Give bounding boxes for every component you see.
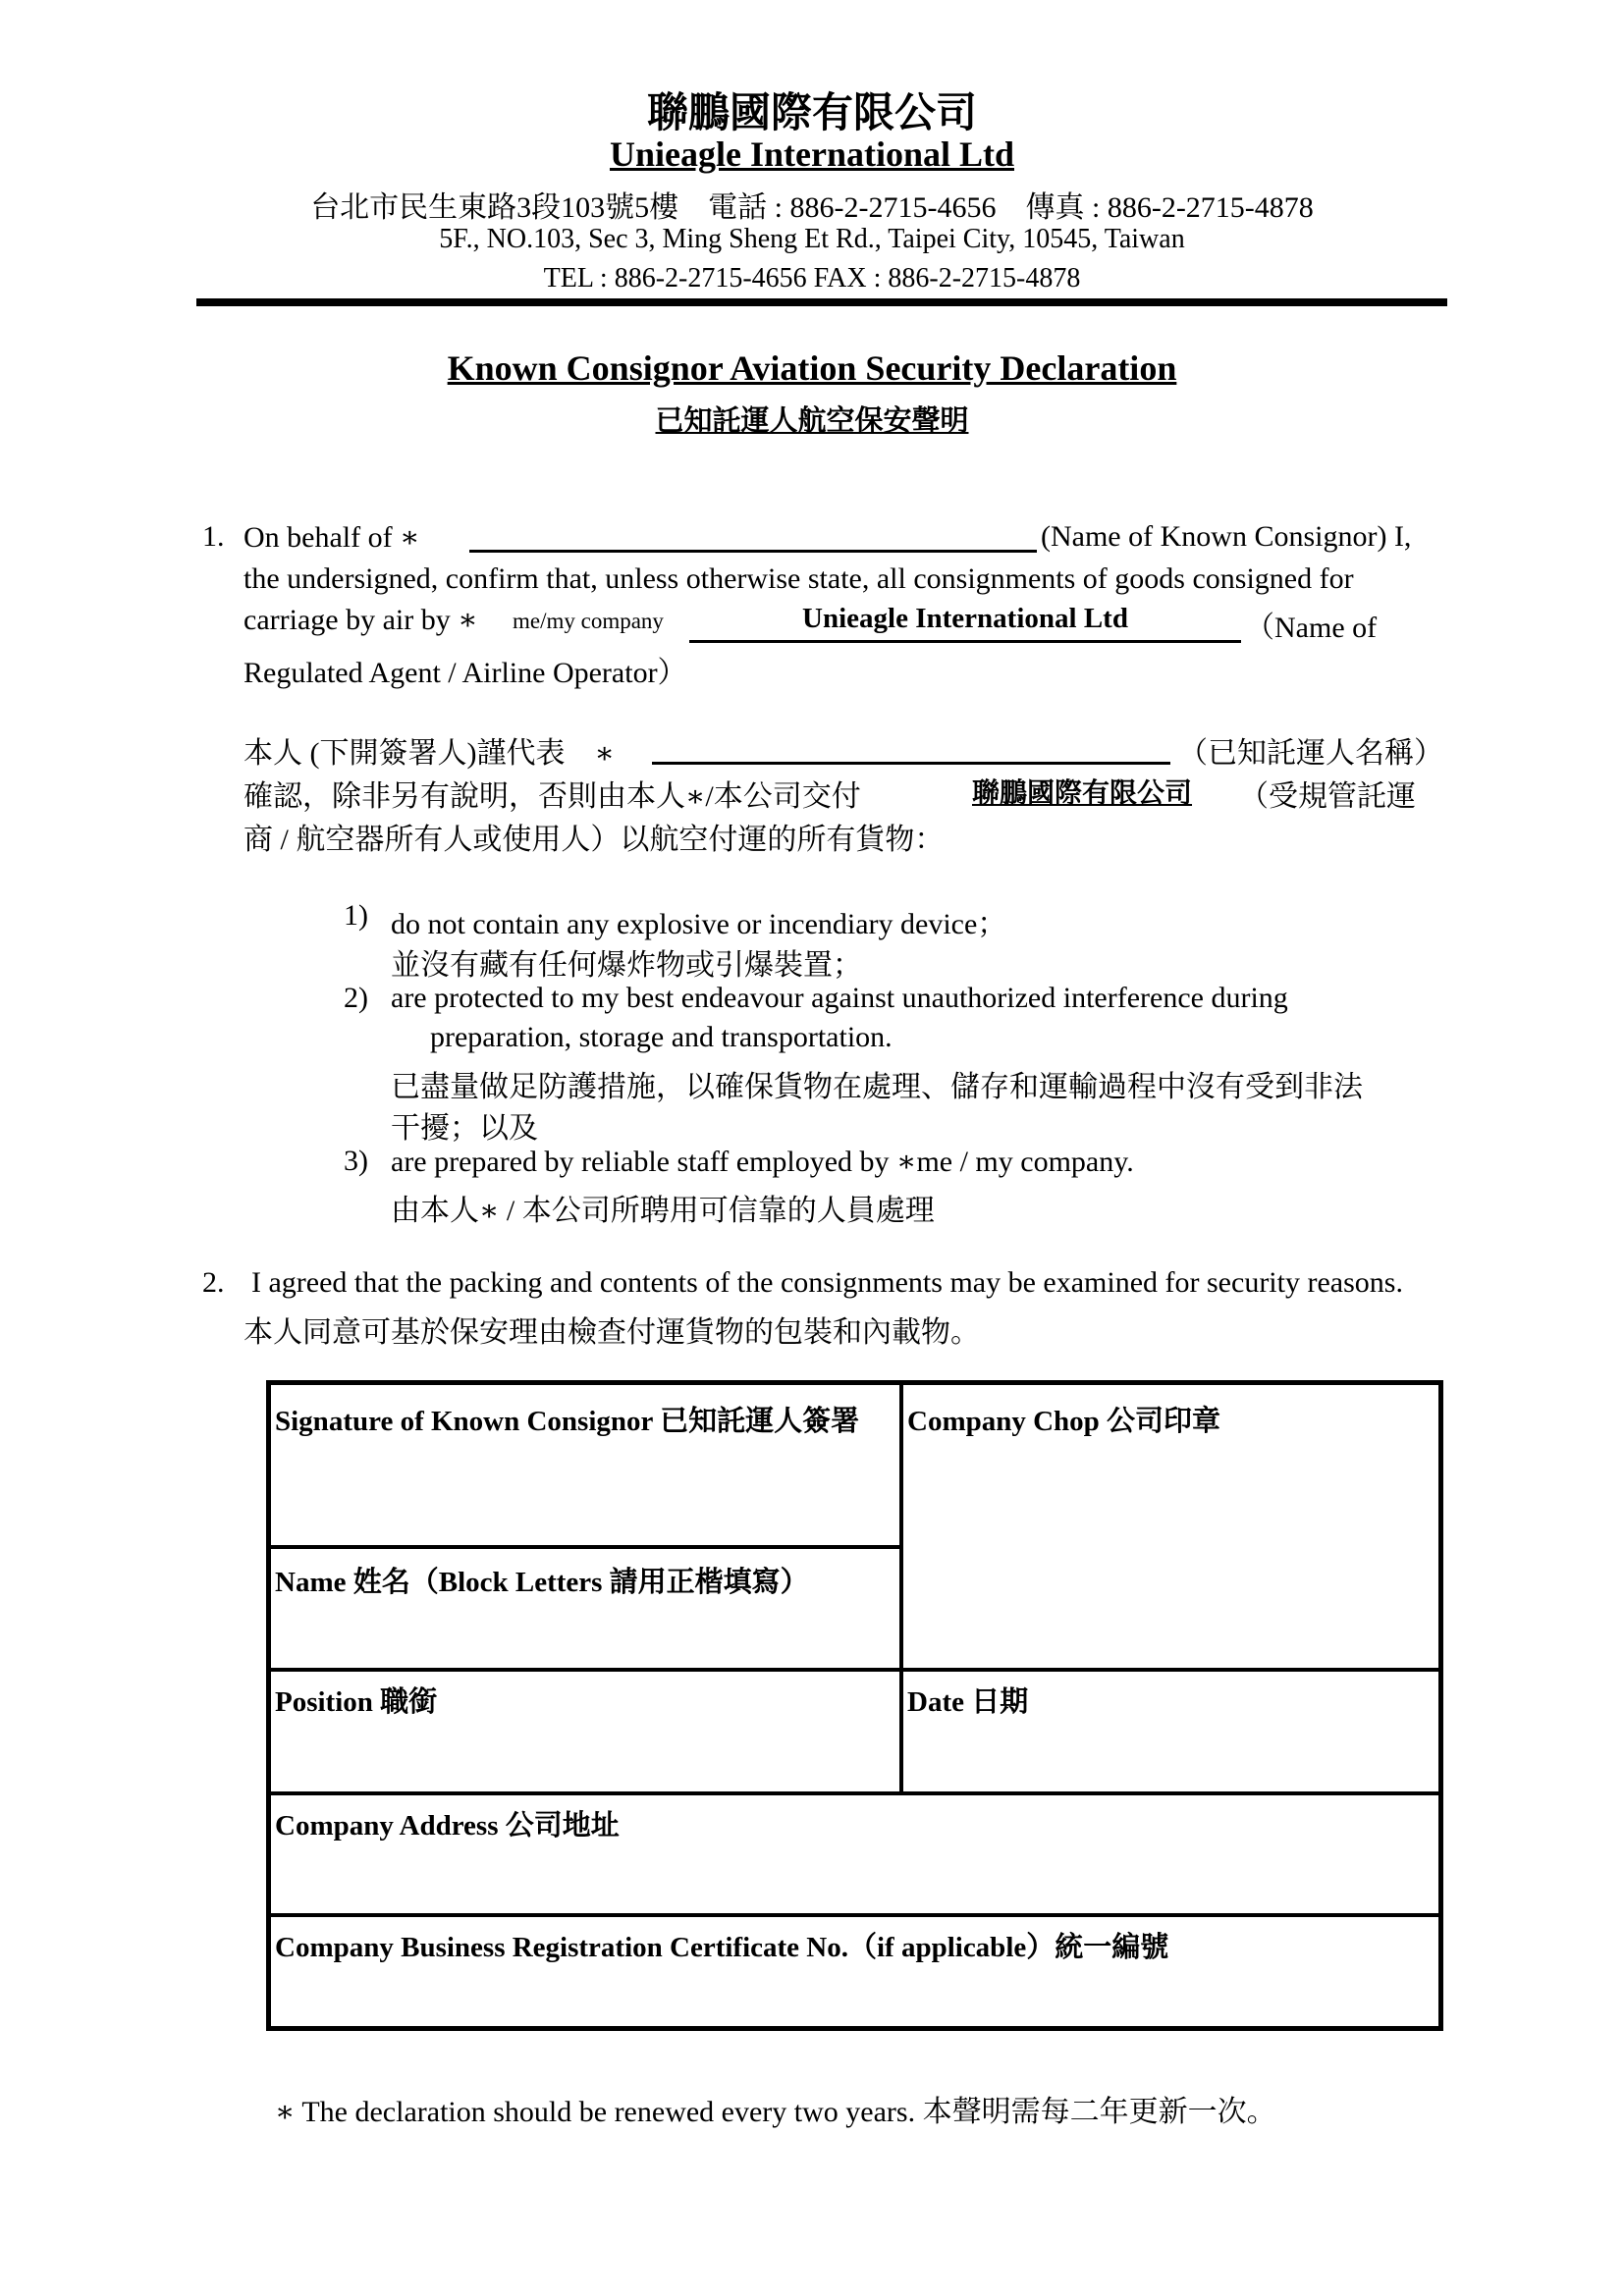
item3-en: are prepared by reliable staff employed by ∗me / my company. bbox=[391, 1146, 1134, 1178]
declaration-title-en: Known Consignor Aviation Security Declaration bbox=[447, 348, 1177, 388]
known-consignor-name-field[interactable] bbox=[469, 550, 1037, 553]
item3-zh: 由本人∗ / 本公司所聘用可信靠的人員處理 bbox=[391, 1195, 935, 1227]
name-of-known-consignor-label: (Name of Known Consignor) I, bbox=[1041, 520, 1412, 553]
company-address-en: 5F., NO.103, Sec 3, Ming Sheng Et Rd., Taipei City, 10545, Taiwan bbox=[439, 224, 1185, 254]
signature-field[interactable]: Signature of Known Consignor 已知託運人簽署 bbox=[275, 1406, 860, 1437]
consignor-form-table bbox=[266, 1380, 1443, 2031]
zh-name-of-known-consignor-label: （已知託運人名稱） bbox=[1178, 737, 1443, 770]
on-behalf-label: On behalf of ∗ bbox=[244, 521, 420, 554]
item2-en: are protected to my best endeavour against unauthorized interference during bbox=[391, 982, 1288, 1014]
company-address-zh: 台北市民生東路3段103號5樓 電話 : 886-2-2715-4656 傳真 : 886-2-2715-4878 bbox=[310, 191, 1314, 224]
table-line-name-position bbox=[271, 1668, 1438, 1672]
section2-en: I agreed that the packing and contents of the consignments may be examined for security reasons. bbox=[251, 1266, 1403, 1299]
company-tel-fax: TEL : 886-2-2715-4656 FAX : 886-2-2715-4878 bbox=[543, 263, 1081, 294]
item2-zh-line2: 干擾；以及 bbox=[391, 1112, 538, 1145]
table-vertical-divider bbox=[899, 1385, 903, 1795]
company-name-zh: 聯鵬國際有限公司 bbox=[646, 88, 977, 136]
section1-line2: the undersigned, confirm that, unless otherwise state, all consignments of goods consigned for bbox=[244, 562, 1354, 595]
zh-known-consignor-name-field[interactable] bbox=[652, 762, 1170, 765]
zh-confirm-label: 確認，除非另有說明，否則由本人∗/本公司交付 bbox=[244, 780, 861, 813]
position-field[interactable]: Position 職銜 bbox=[275, 1686, 438, 1718]
company-name-en: Unieagle International Ltd bbox=[609, 134, 1014, 174]
table-line-position-address bbox=[271, 1791, 1438, 1795]
zh-on-behalf-label: 本人 (下開簽署人)謹代表 ∗ bbox=[244, 737, 615, 770]
section2-zh: 本人同意可基於保安理由檢查付運貨物的包裝和內載物。 bbox=[244, 1316, 980, 1349]
section1-number: 1. bbox=[202, 520, 225, 553]
business-registration-field[interactable]: Company Business Registration Certificate No.（if applicable）統一編號 bbox=[275, 1932, 1169, 1963]
table-line-address-brc bbox=[271, 1913, 1438, 1917]
section2-number: 2. bbox=[202, 1266, 225, 1299]
me-company-label: me/my company bbox=[513, 609, 664, 633]
item2-number: 2) bbox=[344, 982, 368, 1014]
item3-number: 3) bbox=[344, 1145, 368, 1177]
item1-number: 1) bbox=[344, 899, 368, 932]
regulated-agent-value: Unieagle International Ltd bbox=[802, 603, 1128, 634]
date-field[interactable]: Date 日期 bbox=[907, 1686, 1029, 1718]
company-chop-field[interactable]: Company Chop 公司印章 bbox=[907, 1406, 1221, 1437]
renewal-note: ∗ The declaration should be renewed every two years. 本聲明需每二年更新一次。 bbox=[275, 2096, 1276, 2128]
zh-regulated-agent-label: （受規管託運 bbox=[1239, 780, 1416, 813]
table-line-sig-name bbox=[271, 1545, 899, 1549]
name-of-agent-label: （Name of bbox=[1245, 612, 1378, 644]
declaration-title-zh: 已知託運人航空保安聲明 bbox=[655, 403, 969, 437]
carriage-by-air-label: carriage by air by ∗ bbox=[244, 604, 478, 636]
item2-zh: 已盡量做足防護措施，以確保貨物在處理、儲存和運輸過程中沒有受到非法 bbox=[391, 1071, 1363, 1103]
name-field[interactable]: Name 姓名（Block Letters 請用正楷填寫） bbox=[275, 1567, 809, 1598]
item2-en-line2: preparation, storage and transportation. bbox=[430, 1021, 893, 1053]
item1-en: do not contain any explosive or incendiary device； bbox=[391, 908, 1007, 940]
section1-line4: Regulated Agent / Airline Operator） bbox=[244, 657, 687, 689]
header-divider bbox=[196, 298, 1447, 306]
company-address-field[interactable]: Company Address 公司地址 bbox=[275, 1810, 620, 1842]
zh-regulated-agent-value: 聯鵬國際有限公司 bbox=[972, 776, 1193, 809]
zh-section1-line3: 商 / 航空器所有人或使用人）以航空付運的所有貨物： bbox=[244, 824, 945, 856]
regulated-agent-field bbox=[689, 640, 1241, 643]
item1-zh: 並沒有藏有任何爆炸物或引爆裝置； bbox=[391, 949, 862, 982]
